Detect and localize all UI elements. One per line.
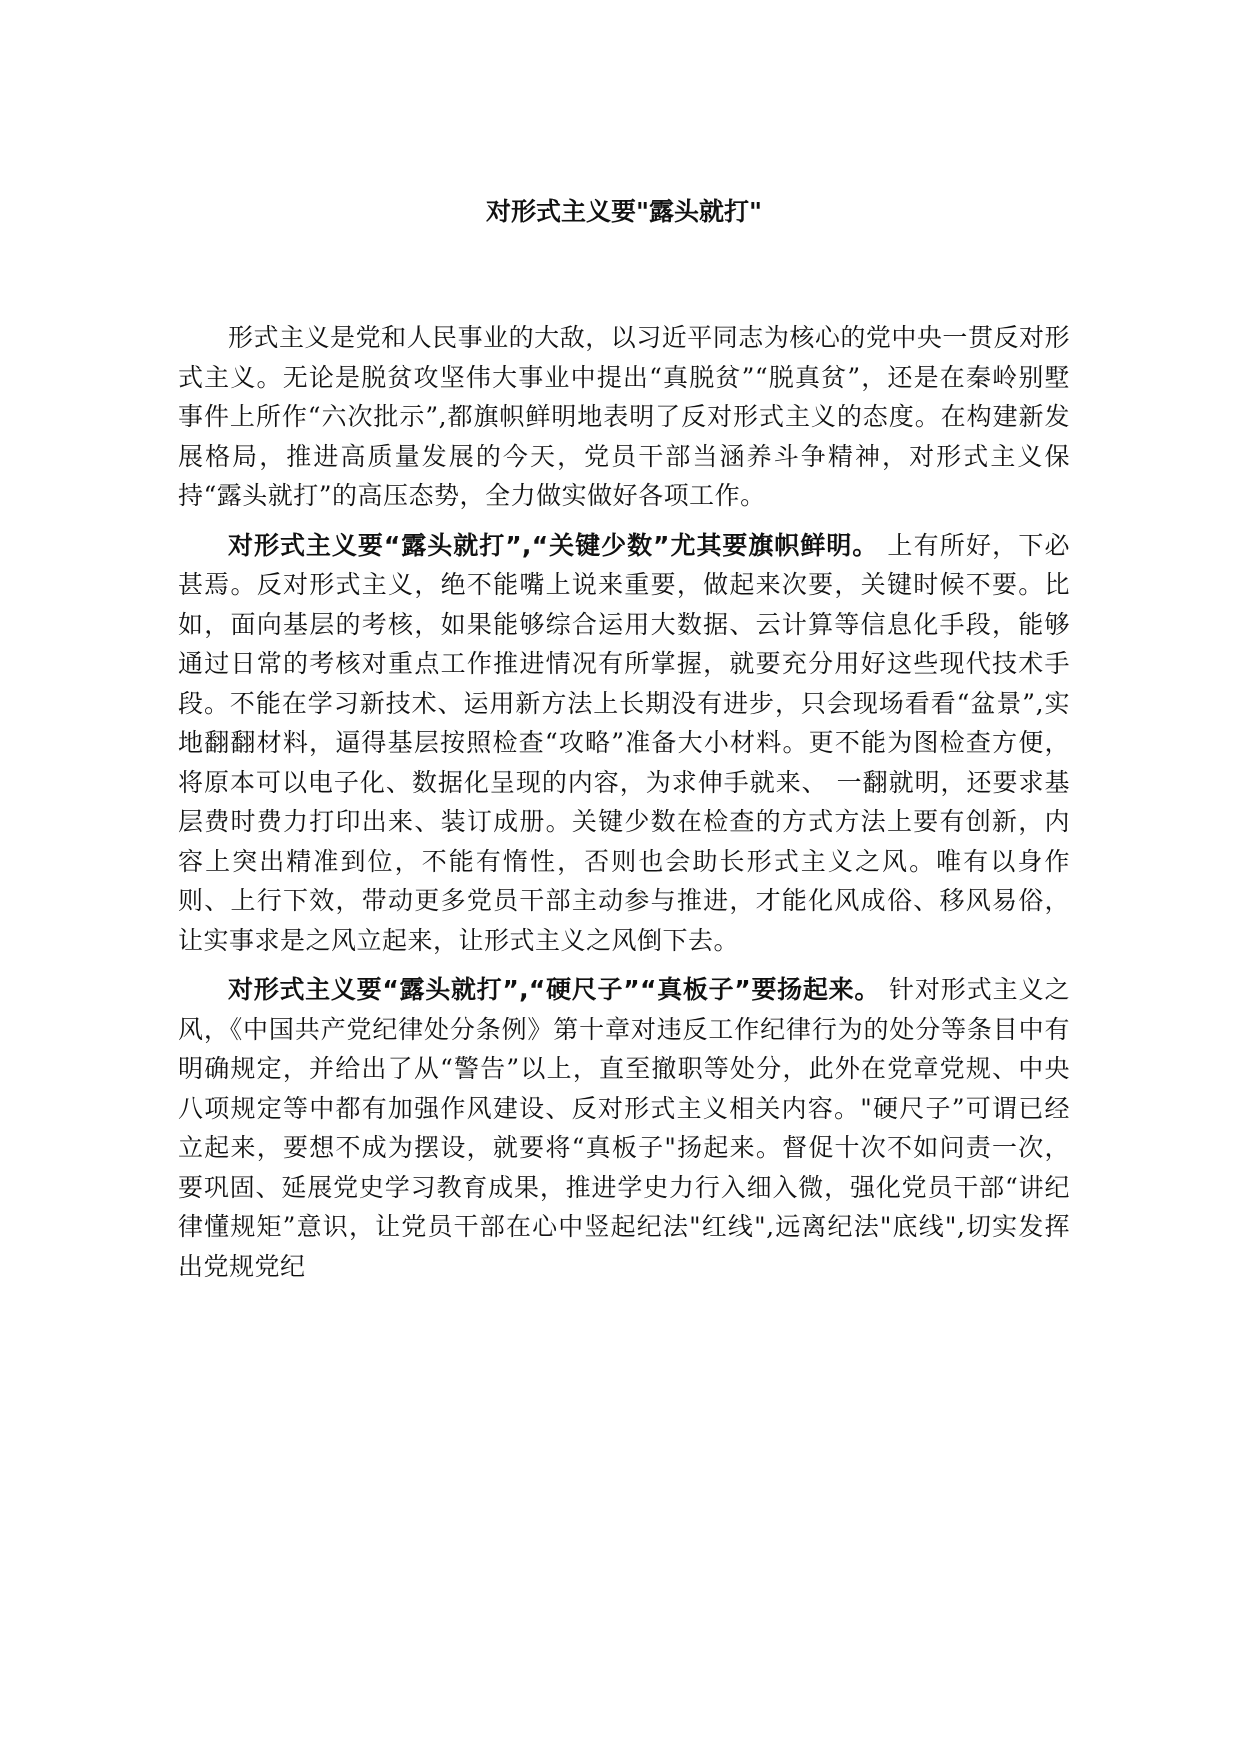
paragraph-key-minority-lead: 对形式主义要“露头就打”,“关键少数”尤其要旗帜鲜明。 — [228, 530, 879, 560]
paragraph-discipline — [178, 970, 1070, 1286]
paragraph-intro — [178, 318, 1070, 516]
document-body — [178, 318, 1070, 1296]
paragraph-intro-text: 形式主义是党和人民事业的大敌，以习近平同志为核心的党中央一贯反对形式主义。无论是脱贫攻坚伟大事业中提出“真脱贫”“脱真贫”，还是在秦岭别墅事件上所作“六次批示”,都旗帜鲜明地表明了反对形式主义的态度。在构建新发展格局，推进高质量发展的今天，党员干部当涵养斗争精神，对形式主义保持“露头就打”的高压态势，全力做实做好各项工作。 — [178, 323, 1070, 510]
paragraph-key-minority — [178, 526, 1070, 961]
document-title: 对形式主义要"露头就打" — [485, 197, 763, 226]
paragraph-discipline-lead: 对形式主义要“露头就打”,“硬尺子”“真板子”要扬起来。 — [228, 975, 881, 1004]
paragraph-discipline-text: 针对形式主义之风，《中国共产党纪律处分条例》第十章对违反工作纪律行为的处分等条目中有明确规定，并给出了从“警告”以上，直至撤职等处分，此外在党章党规、中央八项规定等中都有加强作风建设、反对形式主义相关内容。"硬尺子”可谓已经立起来，要想不成为摆设，就要将“真板子"扬起来。督促十次不如问责一次，要巩固、延展党史学习教育成果，推进学史力行入细入微，强化党员干部“讲纪律懂规矩”意识，让党员干部在心中竖起纪法"红线",远离纪法"底线",切实发挥出党规党纪 — [178, 975, 1071, 1281]
paragraph-key-minority-text: 上有所好，下必甚焉。反对形式主义，绝不能嘴上说来重要，做起来次要，关键时候不要。比如，面向基层的考核，如果能够综合运用大数据、云计算等信息化手段，能够通过日常的考核对重点工作推进情况有所掌握，就要充分用好这些现代技术手段。不能在学习新技术、运用新方法上长期没有进步，只会现场看看“盆景”,实地翻翻材料，逼得基层按照检查“攻略”准备大小材料。更不能为图检查方便，将原本可以电子化、数据化呈现的内容，为求伸手就来、 一翻就明，还要求基层费时费力打印出来、装订成册。关键少数在检查的方式方法上要有创新，内容上突出精准到位，不能有惰性，否则也会助长形式主义之风。唯有以身作则、上行下效，带动更多党员干部主动参与推进，才能化风成俗、移风易俗，让实事求是之风立起来，让形式主义之风倒下去。 — [178, 530, 1070, 955]
